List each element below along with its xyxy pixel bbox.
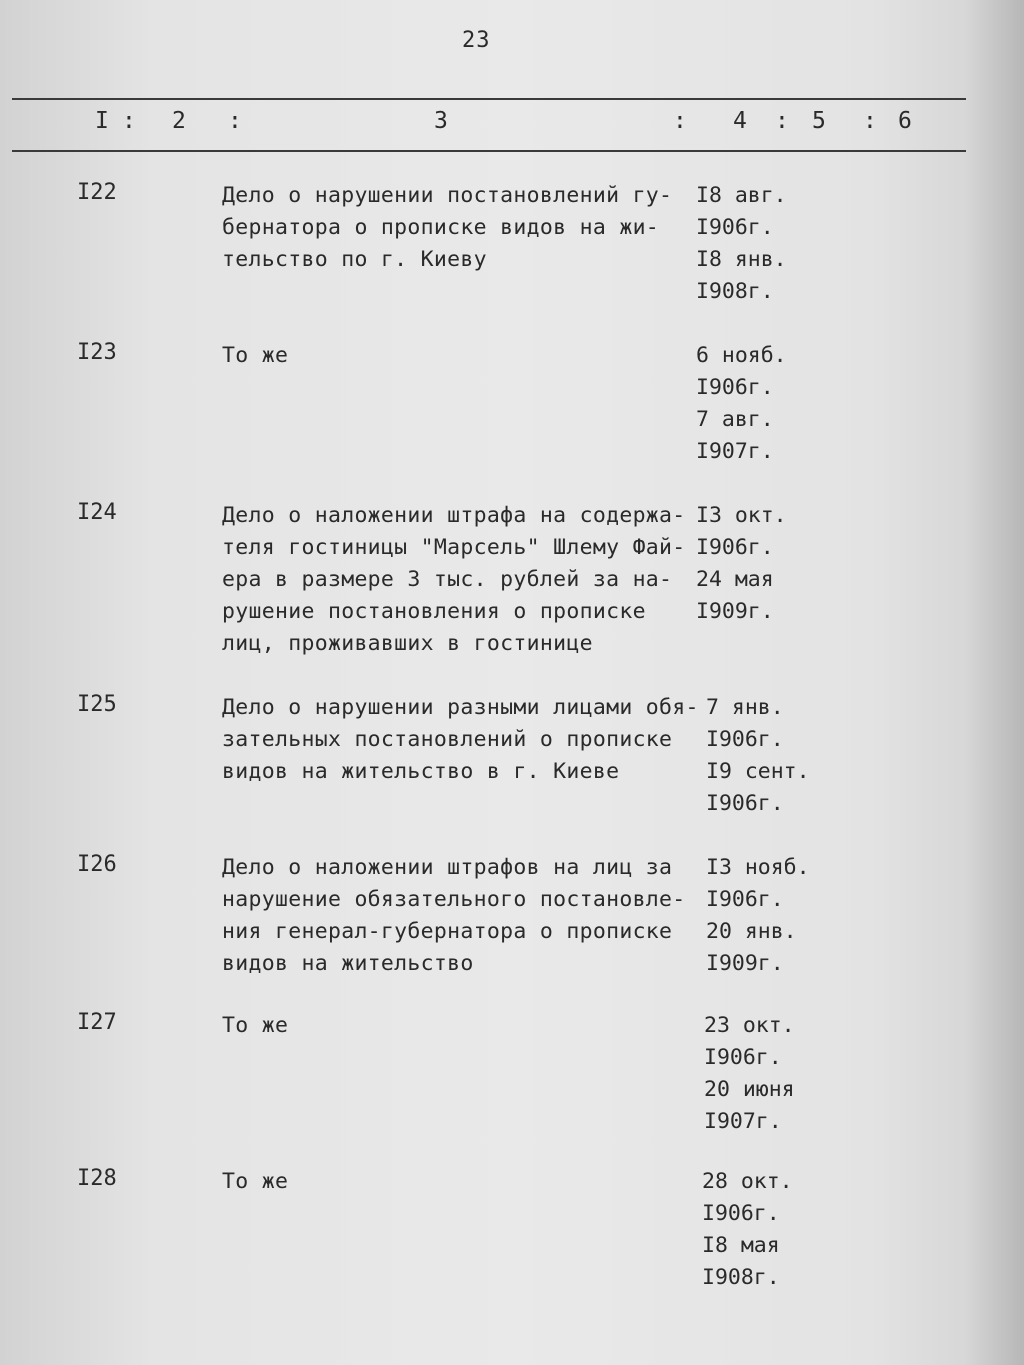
row-title-line: То же: [222, 1169, 289, 1194]
row-title: [222, 180, 692, 276]
row-number: I27: [77, 1010, 117, 1035]
row-title: [222, 340, 692, 372]
row-dates: [696, 180, 826, 308]
row-date-line: I3 нояб.: [706, 855, 810, 880]
row-title-line: ера в размере 3 тыс. рублей за на-: [222, 567, 673, 592]
row-number: I25: [77, 692, 117, 717]
column-header-1: I: [95, 108, 109, 134]
row-title-line: Дело о наложении штрафов на лиц за: [222, 855, 673, 880]
row-date-line: 7 авг.: [696, 407, 774, 432]
row-title: [222, 692, 699, 788]
row-dates: [702, 1166, 832, 1294]
row-date-line: 20 июня: [704, 1077, 795, 1102]
column-separator: :: [228, 108, 242, 134]
row-number: I23: [77, 340, 117, 365]
row-date-line: I906г.: [706, 791, 784, 816]
row-title-line: видов на жительство: [222, 951, 474, 976]
column-header-2: 2: [172, 108, 186, 134]
row-date-line: I8 янв.: [696, 247, 787, 272]
row-title: [222, 1166, 692, 1198]
row-title-line: нарушение обязательного постановле-: [222, 887, 686, 912]
row-date-line: I906г.: [696, 375, 774, 400]
row-date-line: I906г.: [696, 215, 774, 240]
column-separator: :: [775, 108, 789, 134]
row-date-line: 28 окт.: [702, 1169, 793, 1194]
row-number: I26: [77, 852, 117, 877]
row-title-line: бернатора о прописке видов на жи-: [222, 215, 660, 240]
row-number: I28: [77, 1166, 117, 1191]
row-date-line: 6 нояб.: [696, 343, 787, 368]
row-date-line: I907г.: [704, 1109, 782, 1134]
row-title-line: Дело о наложении штрафа на содержа-: [222, 503, 686, 528]
column-header-3: 3: [434, 108, 448, 134]
row-title-line: То же: [222, 1013, 289, 1038]
header-rule-bottom: [12, 150, 966, 152]
row-date-line: I8 авг.: [696, 183, 787, 208]
column-header-4: 4: [733, 108, 747, 134]
row-dates: [704, 1010, 834, 1138]
row-title-line: рушение постановления о прописке: [222, 599, 646, 624]
row-date-line: 23 окт.: [704, 1013, 795, 1038]
column-separator: :: [673, 108, 687, 134]
row-date-line: I3 окт.: [696, 503, 787, 528]
column-separator: :: [863, 108, 877, 134]
row-date-line: I906г.: [704, 1045, 782, 1070]
column-separator: :: [122, 108, 136, 134]
row-date-line: 7 янв.: [706, 695, 784, 720]
row-dates: [706, 692, 836, 820]
row-date-line: I8 мая: [702, 1233, 780, 1258]
row-title-line: То же: [222, 343, 289, 368]
row-date-line: I906г.: [696, 535, 774, 560]
row-title: [222, 500, 692, 660]
page-number: 23: [462, 28, 491, 53]
row-number: I22: [77, 180, 117, 205]
row-date-line: I906г.: [702, 1201, 780, 1226]
row-date-line: I908г.: [696, 279, 774, 304]
row-number: I24: [77, 500, 117, 525]
row-dates: [696, 340, 826, 468]
column-header-6: 6: [898, 108, 912, 134]
row-date-line: I9 сент.: [706, 759, 810, 784]
row-date-line: I909г.: [696, 599, 774, 624]
row-date-line: I908г.: [702, 1265, 780, 1290]
row-title-line: зательных постановлений о прописке: [222, 727, 673, 752]
row-title-line: ния генерал-губернатора о прописке: [222, 919, 673, 944]
row-title-line: тельство по г. Киеву: [222, 247, 487, 272]
row-date-line: I906г.: [706, 887, 784, 912]
row-title-line: лиц, проживавших в гостинице: [222, 631, 593, 656]
row-date-line: I909г.: [706, 951, 784, 976]
header-rule-top: [12, 98, 966, 100]
row-title: [222, 1010, 692, 1042]
row-title-line: видов на жительство в г. Киеве: [222, 759, 620, 784]
row-title: [222, 852, 692, 980]
row-date-line: I907г.: [696, 439, 774, 464]
page-edge-shadow: [964, 0, 1024, 1365]
row-date-line: 20 янв.: [706, 919, 797, 944]
row-dates: [696, 500, 826, 628]
row-dates: [706, 852, 836, 980]
row-title-line: Дело о нарушении разными лицами обя-: [222, 695, 699, 720]
column-header-5: 5: [812, 108, 826, 134]
row-date-line: 24 мая: [696, 567, 774, 592]
row-date-line: I906г.: [706, 727, 784, 752]
row-title-line: теля гостиницы "Марсель" Шлему Фай-: [222, 535, 686, 560]
row-title-line: Дело о нарушении постановлений гу-: [222, 183, 673, 208]
